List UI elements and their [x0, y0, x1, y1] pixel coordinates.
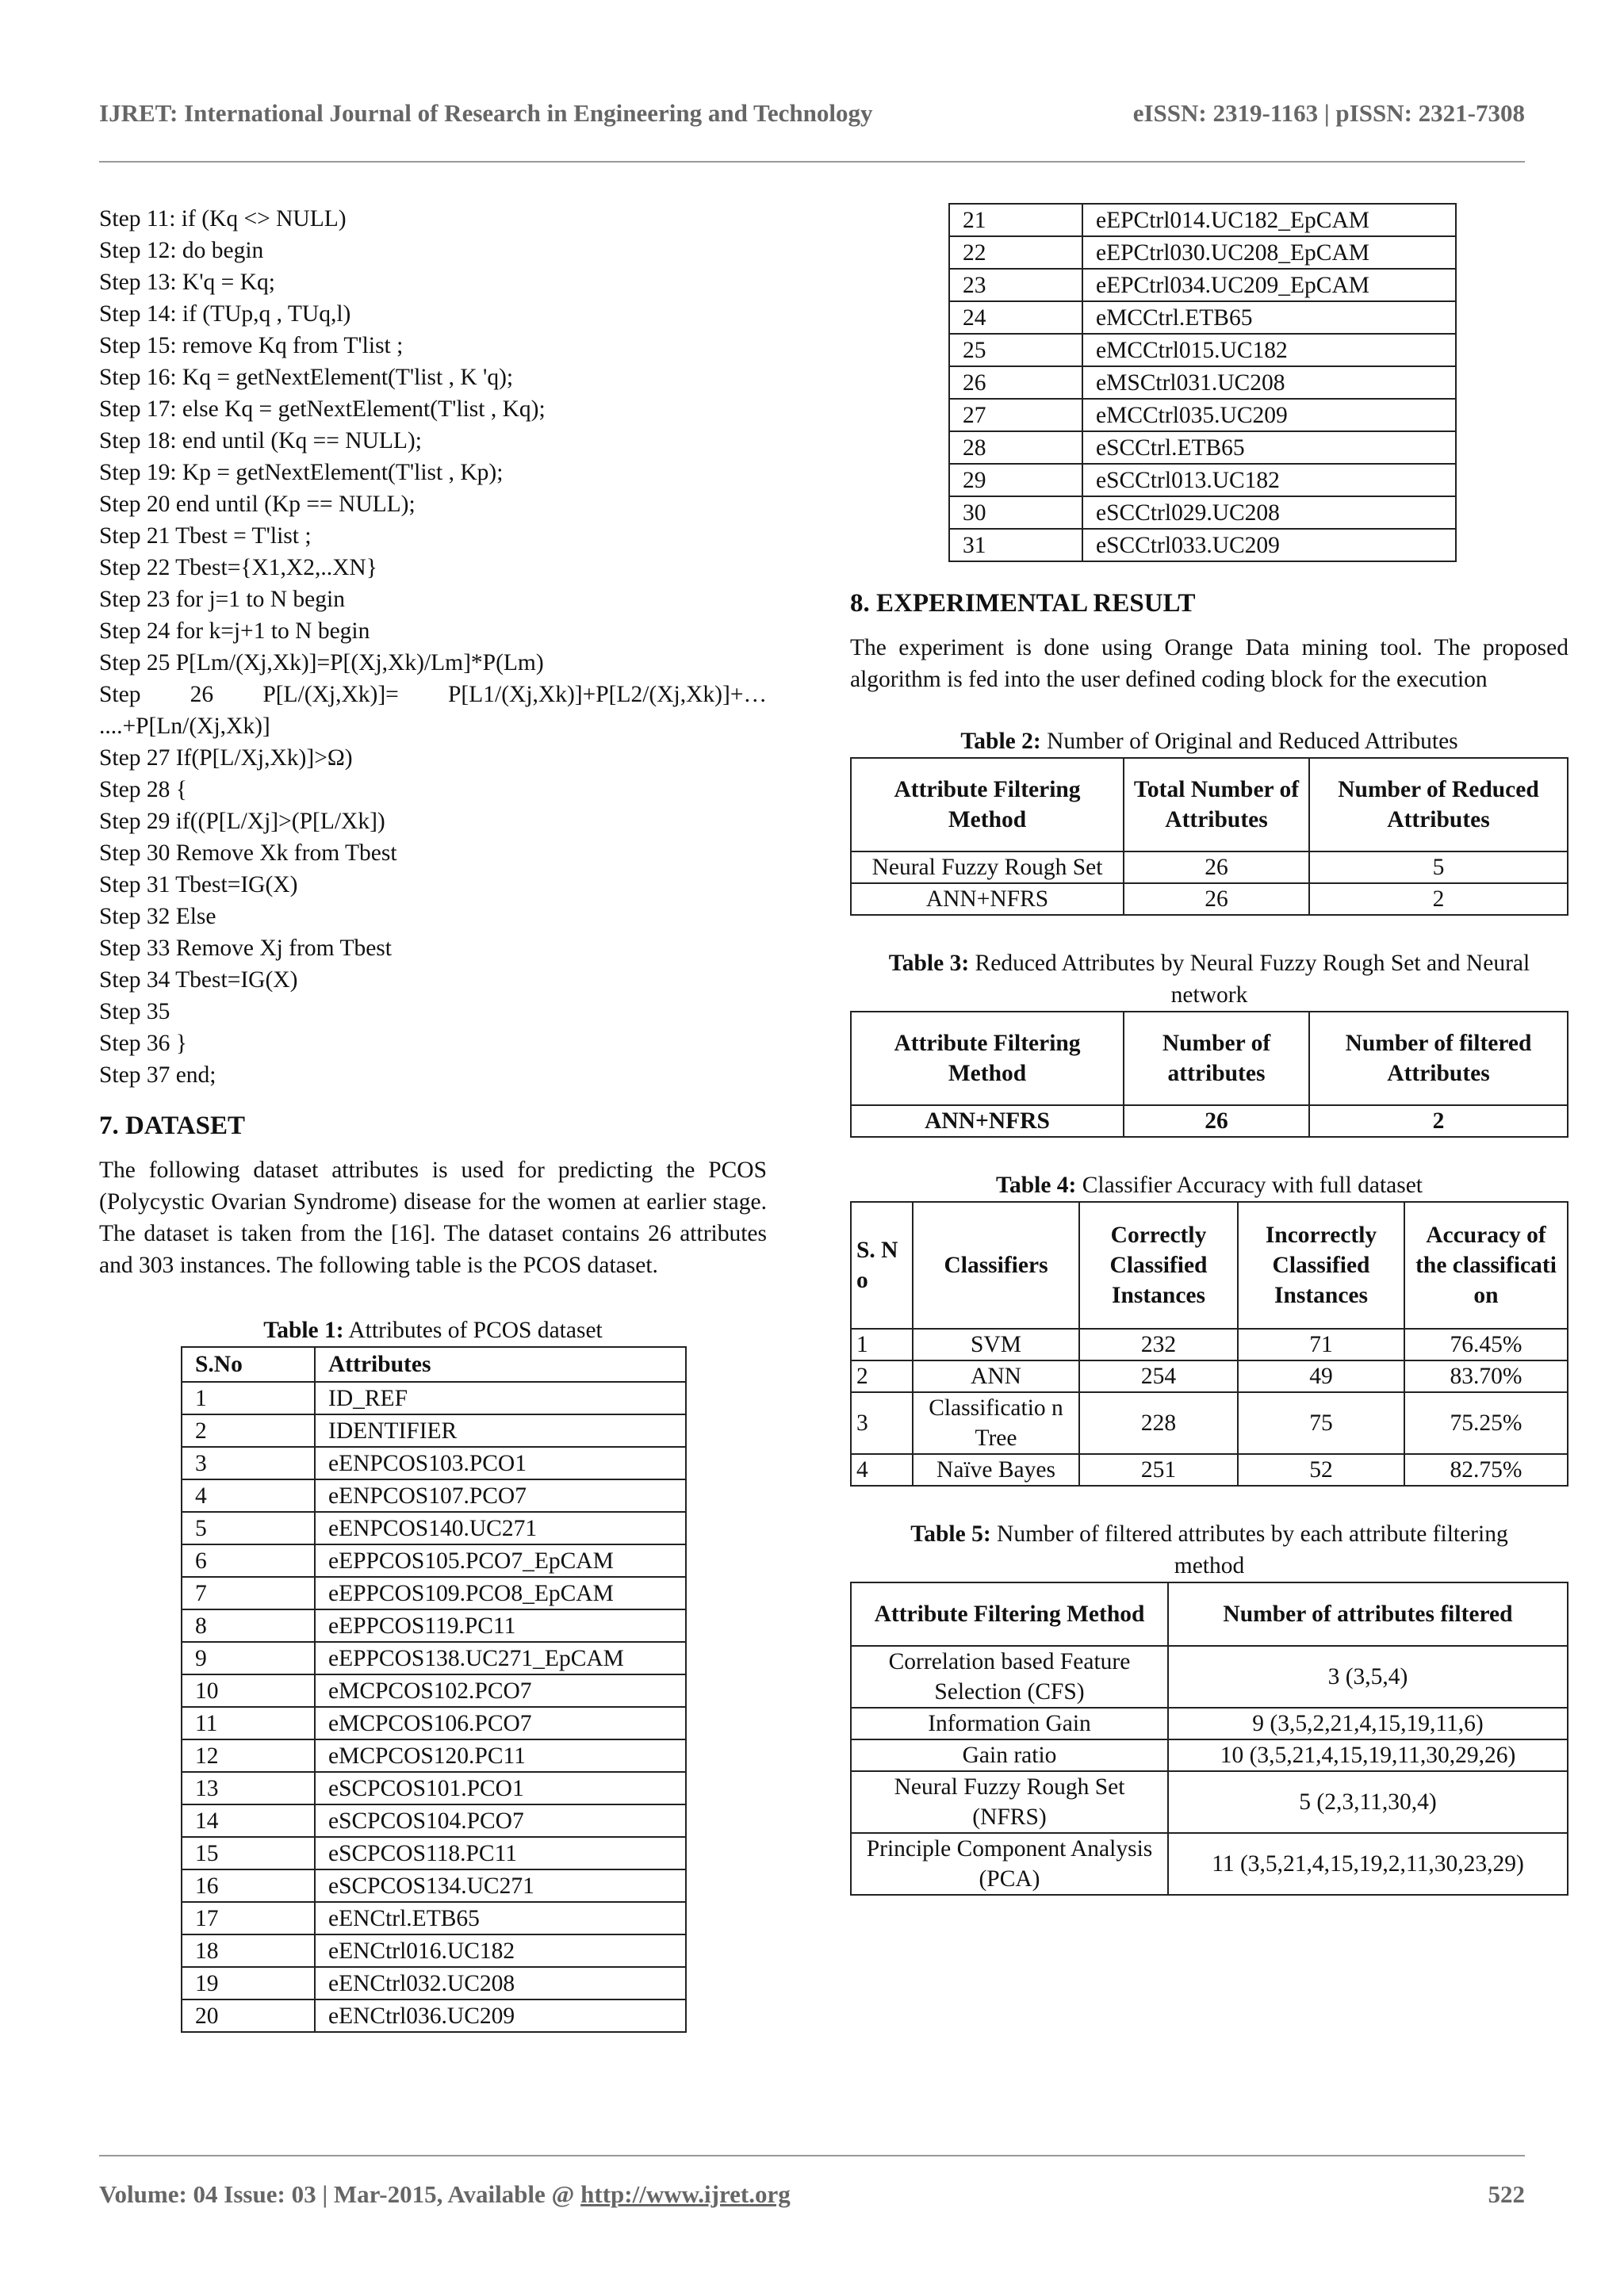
table-cell: 15	[182, 1837, 315, 1869]
step-line: Step 22 Tbest={X1,X2,..XN}	[99, 555, 377, 580]
table4-body	[851, 1329, 1568, 1486]
table-cell: 1	[182, 1382, 315, 1414]
table4-label: Table 4:	[996, 1173, 1077, 1198]
table-cell: 29	[949, 464, 1082, 496]
table-cell: Classificatio n Tree	[913, 1392, 1079, 1454]
table-row	[182, 1609, 686, 1642]
table-row	[182, 1869, 686, 1902]
table-header-cell: Number of filtered Attributes	[1309, 1012, 1568, 1105]
table-row	[182, 1934, 686, 1967]
table-cell: eSCCtrl013.UC182	[1082, 464, 1456, 496]
step-line: Step 31 Tbest=IG(X)	[99, 872, 298, 897]
step-line: Step 16: Kq = getNextElement(T'list , K 'q);	[99, 365, 514, 390]
table-cell: 13	[182, 1772, 315, 1804]
table-row	[949, 431, 1456, 464]
step-line: Step 28 {	[99, 777, 187, 802]
step-line: Step 15: remove Kq from T'list ;	[99, 333, 404, 358]
step-line: Step 35	[99, 999, 170, 1024]
table-row	[851, 1454, 1568, 1486]
step-26-part: P[L/(Xj,Xk)]=	[262, 682, 399, 707]
table-header-row	[851, 758, 1568, 851]
step-line: Step 27 If(P[L/Xj,Xk)]>Ω)	[99, 745, 353, 771]
table-header-cell: Accuracy of the classificati on	[1404, 1202, 1568, 1329]
table5-label: Table 5:	[910, 1521, 991, 1547]
table-cell: Neural Fuzzy Rough Set	[851, 851, 1124, 883]
table-row	[182, 1902, 686, 1934]
step-line: Step 33 Remove Xj from Tbest	[99, 936, 392, 961]
table1-label: Table 1:	[263, 1318, 344, 1343]
table3-label: Table 3:	[888, 951, 970, 976]
table-cell: 25	[949, 334, 1082, 366]
table-cell: 4	[182, 1479, 315, 1512]
table-cell: 5 (2,3,11,30,4)	[1168, 1771, 1568, 1833]
algorithm-steps	[99, 203, 767, 1091]
table-cell: 49	[1238, 1360, 1404, 1392]
table-cell: 27	[949, 399, 1082, 431]
table-header-cell: Attribute Filtering Method	[851, 1582, 1168, 1646]
table-cell: Neural Fuzzy Rough Set (NFRS)	[851, 1771, 1168, 1833]
table4-caption	[850, 1169, 1568, 1201]
table-cell: 2	[1309, 1105, 1568, 1137]
table-cell: eSCCtrl029.UC208	[1082, 496, 1456, 529]
step-26-part: Step	[99, 682, 141, 707]
table-cell: 75.25%	[1404, 1392, 1568, 1454]
table-cell: Correlation based Feature Selection (CFS)	[851, 1646, 1168, 1708]
table-header-cell: S. N o	[851, 1202, 913, 1329]
footer-volume-text: Volume: 04 Issue: 03 | Mar-2015, Available @	[99, 2180, 581, 2208]
table-header-cell: Number of Reduced Attributes	[1309, 758, 1568, 851]
table-row	[851, 1105, 1568, 1137]
step-26-part: P[L1/(Xj,Xk)]+P[L2/(Xj,Xk)]+…	[448, 682, 767, 707]
table-row	[949, 496, 1456, 529]
table-row	[182, 1544, 686, 1577]
table-cell: eMCPCOS120.PC11	[315, 1739, 686, 1772]
table-row	[182, 1382, 686, 1414]
table-row	[182, 1804, 686, 1837]
step-line: Step 32 Else	[99, 904, 216, 929]
table-cell: 23	[949, 269, 1082, 301]
step-line: Step 24 for k=j+1 to N begin	[99, 618, 370, 644]
table-cell: 5	[1309, 851, 1568, 883]
table-cell: eMCCtrl035.UC209	[1082, 399, 1456, 431]
step-line: Step 34 Tbest=IG(X)	[99, 967, 298, 993]
table-cell: 5	[182, 1512, 315, 1544]
table-row	[949, 301, 1456, 334]
table5-caption-text: Number of filtered attributes by each attribute filtering method	[997, 1521, 1508, 1578]
table-cell: 19	[182, 1967, 315, 1999]
table-row	[851, 1392, 1568, 1454]
step-line: Step 37 end;	[99, 1062, 216, 1088]
table-row	[949, 269, 1456, 301]
table-header-cell: S.No	[182, 1347, 315, 1382]
table-cell: 228	[1079, 1392, 1238, 1454]
table-cell: eSCPCOS101.PCO1	[315, 1772, 686, 1804]
table-row	[851, 1833, 1568, 1895]
table-cell: ID_REF	[315, 1382, 686, 1414]
step-line: Step 30 Remove Xk from Tbest	[99, 840, 397, 866]
table-cell: 17	[182, 1902, 315, 1934]
table-cell: 71	[1238, 1329, 1404, 1360]
issn-text: eISSN: 2319-1163 | pISSN: 2321-7308	[1132, 99, 1525, 127]
table-cell: 2	[1309, 883, 1568, 915]
table-cell: eEPCtrl030.UC208_EpCAM	[1082, 236, 1456, 269]
table-cell: 3	[182, 1447, 315, 1479]
table-cell: 16	[182, 1869, 315, 1902]
table-cell: eEPCtrl034.UC209_EpCAM	[1082, 269, 1456, 301]
step-line: Step 17: else Kq = getNextElement(T'list , Kq);	[99, 396, 546, 422]
table-cell: eSCCtrl033.UC209	[1082, 529, 1456, 561]
table-header-cell: Correctly Classified Instances	[1079, 1202, 1238, 1329]
step-line: Step 13: K'q = Kq;	[99, 270, 275, 295]
table-row	[182, 1707, 686, 1739]
table-cell: 18	[182, 1934, 315, 1967]
table-cell: 254	[1079, 1360, 1238, 1392]
table-row	[851, 1360, 1568, 1392]
table-header-cell: Attributes	[315, 1347, 686, 1382]
table-row	[182, 1642, 686, 1674]
table-cell: eENPCOS107.PCO7	[315, 1479, 686, 1512]
table-cell: 3 (3,5,4)	[1168, 1646, 1568, 1708]
table-header-cell: Attribute Filtering Method	[851, 1012, 1124, 1105]
table-cell: eEPPCOS109.PCO8_EpCAM	[315, 1577, 686, 1609]
table1-caption-text: Attributes of PCOS dataset	[348, 1318, 603, 1343]
table-header-row	[851, 1202, 1568, 1329]
table-header-cell: Classifiers	[913, 1202, 1079, 1329]
table-cell: 10	[182, 1674, 315, 1707]
journal-url-link[interactable]: http://www.ijret.org	[580, 2180, 791, 2208]
table-row	[949, 366, 1456, 399]
table-row	[182, 1674, 686, 1707]
table-cell: Gain ratio	[851, 1739, 1168, 1771]
table-cell: eENPCOS103.PCO1	[315, 1447, 686, 1479]
table2	[850, 757, 1568, 916]
table-cell: ANN	[913, 1360, 1079, 1392]
step-26-continuation: ....+P[Ln/(Xj,Xk)]	[99, 714, 270, 739]
step-line: Step 21 Tbest = T'list ;	[99, 523, 312, 549]
table-cell: 76.45%	[1404, 1329, 1568, 1360]
table1	[181, 1346, 687, 2033]
table4	[850, 1201, 1568, 1487]
table-cell: 83.70%	[1404, 1360, 1568, 1392]
table-row	[851, 1708, 1568, 1739]
table-header-cell: Number of attributes	[1124, 1012, 1309, 1105]
table-cell: 75	[1238, 1392, 1404, 1454]
step-line: Step 29 if((P[L/Xj]>(P[L/Xk])	[99, 809, 385, 834]
table-cell: 26	[1124, 883, 1309, 915]
table-cell: 20	[182, 1999, 315, 2032]
table-cell: 30	[949, 496, 1082, 529]
table-cell: 26	[949, 366, 1082, 399]
table-cell: eMCCtrl015.UC182	[1082, 334, 1456, 366]
table-row	[949, 236, 1456, 269]
table-row	[851, 1739, 1568, 1771]
table-cell: 31	[949, 529, 1082, 561]
table-cell: 2	[182, 1414, 315, 1447]
table-cell: 232	[1079, 1329, 1238, 1360]
table-cell: eSCPCOS118.PC11	[315, 1837, 686, 1869]
table-cell: 22	[949, 236, 1082, 269]
table-cell: 11	[182, 1707, 315, 1739]
table-cell: 10 (3,5,21,4,15,19,11,30,29,26)	[1168, 1739, 1568, 1771]
table-header-row	[182, 1347, 686, 1382]
step-line: Step 11: if (Kq <> NULL)	[99, 206, 347, 232]
table-row	[949, 464, 1456, 496]
table-row	[182, 1414, 686, 1447]
table-cell: 21	[949, 204, 1082, 236]
footer-divider	[99, 2155, 1525, 2156]
table-cell: ANN+NFRS	[851, 1105, 1124, 1137]
dataset-paragraph: The following dataset attributes is used for predicting the PCOS (Polycystic Ovarian Syndrome) disease for the women at earlier stage. The dataset is taken from the [16]. The dataset contains 26 attributes and 303 instances. The following table is the PCOS dataset.	[99, 1158, 767, 1278]
table2-body	[851, 851, 1568, 915]
table-cell: eMCCtrl.ETB65	[1082, 301, 1456, 334]
table-cell: eENCtrl016.UC182	[315, 1934, 686, 1967]
table-cell: 12	[182, 1739, 315, 1772]
table4-caption-text: Classifier Accuracy with full dataset	[1082, 1173, 1423, 1198]
table-cell: eENCtrl.ETB65	[315, 1902, 686, 1934]
table-row	[949, 334, 1456, 366]
table-cell: 24	[949, 301, 1082, 334]
table3-caption	[850, 947, 1568, 1011]
table-cell: eENCtrl036.UC209	[315, 1999, 686, 2032]
table-row	[182, 1479, 686, 1512]
table5	[850, 1582, 1568, 1896]
table-row	[851, 1771, 1568, 1833]
table-cell: Principle Component Analysis (PCA)	[851, 1833, 1168, 1895]
table-cell: 52	[1238, 1454, 1404, 1486]
step-line: Step 14: if (TUp,q , TUq,l)	[99, 301, 351, 327]
table3-caption-text: Reduced Attributes by Neural Fuzzy Rough Set and Neural network	[975, 951, 1530, 1008]
table-cell: 251	[1079, 1454, 1238, 1486]
table-cell: 4	[851, 1454, 913, 1486]
table-row	[949, 399, 1456, 431]
table1-body	[182, 1382, 686, 2032]
table-cell: eMCPCOS102.PCO7	[315, 1674, 686, 1707]
table-cell: 1	[851, 1329, 913, 1360]
table-cell: eEPPCOS138.UC271_EpCAM	[315, 1642, 686, 1674]
table-cell: 3	[851, 1392, 913, 1454]
table3	[850, 1011, 1568, 1138]
section-heading-dataset: 7. DATASET	[99, 1112, 245, 1140]
table-row	[182, 1512, 686, 1544]
table-row	[851, 883, 1568, 915]
table-row	[851, 1329, 1568, 1360]
table-cell: eSCPCOS134.UC271	[315, 1869, 686, 1902]
table-cell: 8	[182, 1609, 315, 1642]
table-header-cell: Total Number of Attributes	[1124, 758, 1309, 851]
table3-body	[851, 1105, 1568, 1137]
table-row	[182, 1967, 686, 1999]
table-cell: 9 (3,5,2,21,4,15,19,11,6)	[1168, 1708, 1568, 1739]
table-cell: eMSCtrl031.UC208	[1082, 366, 1456, 399]
table-row	[182, 1999, 686, 2032]
table-row	[851, 851, 1568, 883]
step-line: Step 36 }	[99, 1031, 187, 1056]
experimental-paragraph: The experiment is done using Orange Data mining tool. The proposed algorithm is fed into the user defined coding block for the execution	[850, 635, 1568, 692]
table-cell: 6	[182, 1544, 315, 1577]
table-cell: IDENTIFIER	[315, 1414, 686, 1447]
footer-volume	[99, 2180, 791, 2209]
table1-caption	[181, 1314, 685, 1346]
table-row	[949, 204, 1456, 236]
table-cell: 28	[949, 431, 1082, 464]
table-cell: eSCCtrl.ETB65	[1082, 431, 1456, 464]
header-divider	[99, 161, 1525, 163]
table-header-row	[851, 1012, 1568, 1105]
table-header-cell: Attribute Filtering Method	[851, 758, 1124, 851]
step-26-part: 26	[190, 682, 214, 707]
table-cell: eENCtrl032.UC208	[315, 1967, 686, 1999]
table-cell: 2	[851, 1360, 913, 1392]
table-cell: 7	[182, 1577, 315, 1609]
table-cell: eMCPCOS106.PCO7	[315, 1707, 686, 1739]
table-header-cell: Number of attributes filtered	[1168, 1582, 1568, 1646]
table-header-row	[851, 1582, 1568, 1646]
table-row	[182, 1772, 686, 1804]
left-column	[99, 203, 767, 2033]
step-line: Step 23 for j=1 to N begin	[99, 587, 345, 612]
table-cell: eEPPCOS105.PCO7_EpCAM	[315, 1544, 686, 1577]
table-cell: 9	[182, 1642, 315, 1674]
table-cell: 26	[1124, 1105, 1309, 1137]
table-row	[182, 1447, 686, 1479]
table2-caption-text: Number of Original and Reduced Attributes	[1047, 729, 1458, 754]
table5-body	[851, 1646, 1568, 1895]
table-cell: eENPCOS140.UC271	[315, 1512, 686, 1544]
table2-label: Table 2:	[960, 729, 1041, 754]
table-cell: eSCPCOS104.PCO7	[315, 1804, 686, 1837]
table-row	[851, 1646, 1568, 1708]
table-header-cell: Incorrectly Classified Instances	[1238, 1202, 1404, 1329]
table-cell: 11 (3,5,21,4,15,19,2,11,30,23,29)	[1168, 1833, 1568, 1895]
step-26-line	[99, 679, 767, 710]
table-cell: eEPCtrl014.UC182_EpCAM	[1082, 204, 1456, 236]
table-cell: SVM	[913, 1329, 1079, 1360]
table-row	[182, 1739, 686, 1772]
right-column	[850, 203, 1568, 1896]
step-line: Step 12: do begin	[99, 238, 264, 263]
step-line: Step 25 P[Lm/(Xj,Xk)]=P[(Xj,Xk)/Lm]*P(Lm)	[99, 650, 544, 675]
step-line: Step 20 end until (Kp == NULL);	[99, 492, 416, 517]
table1-continued	[948, 203, 1457, 562]
table-row	[949, 529, 1456, 561]
table-row	[182, 1577, 686, 1609]
step-line: Step 19: Kp = getNextElement(T'list , Kp);	[99, 460, 504, 485]
table-cell: Naïve Bayes	[913, 1454, 1079, 1486]
table-row	[182, 1837, 686, 1869]
table-cell: 82.75%	[1404, 1454, 1568, 1486]
section-heading-experimental: 8. EXPERIMENTAL RESULT	[850, 589, 1196, 618]
table-cell: Information Gain	[851, 1708, 1168, 1739]
step-line: Step 18: end until (Kq == NULL);	[99, 428, 422, 453]
table-cell: 14	[182, 1804, 315, 1837]
table5-caption	[850, 1518, 1568, 1582]
table2-caption	[850, 725, 1568, 757]
table-cell: eEPPCOS119.PC11	[315, 1609, 686, 1642]
table-cell: ANN+NFRS	[851, 883, 1124, 915]
page-number: 522	[1488, 2180, 1525, 2208]
table-cell: 26	[1124, 851, 1309, 883]
journal-title: IJRET: International Journal of Research in Engineering and Technology	[99, 99, 873, 127]
table1-cont-body	[949, 204, 1456, 561]
